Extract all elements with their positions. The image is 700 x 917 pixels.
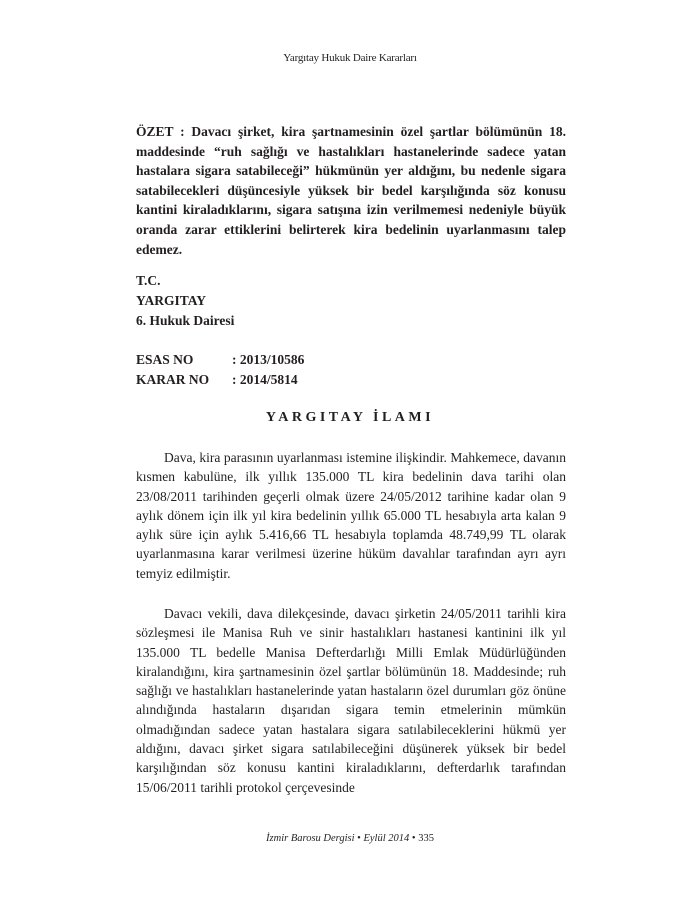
footer-journal: İzmir Barosu Dergisi	[266, 833, 355, 844]
court-name: YARGITAY	[136, 293, 207, 308]
decision-title: YARGITAY İLAMI	[265, 410, 435, 425]
body-paragraph-1: Dava, kira parasının uyarlanması istemine ilişkindir. Mahkemece, davanın kısmen kabulüne, ilk yıllık 135.000 TL kira bedelinin dava tarihi olan 23/08/2011 tarihinden geçerli olmak üzere 24/05/2012 tarihine kadar olan 9 aylık dönem için ilk yıl kira bedelinin yıllık 65.000 TL hesabıyla arta kalan 9 aylık süre için aylık 5.416,66 TL hesabıyla toplamda 48.749,99 TL olarak uyarlanmasına karar verilmesi üzerine hüküm davalılar tarafından ayrı ayrı temyiz edilmiştir.	[136, 450, 566, 581]
summary-paragraph: ÖZET : Davacı şirket, kira şartnamesinin özel şartlar bölümünün 18. maddesinde “ruh sağlığı ve hastalıkları hastanelerinde sadece yatan hastalara sigara satabileceği” hükmünün yer aldığını, bu nedenle sigara satabilecekleri düşüncesiyle yüksek bir bedel karşılığında söz konusu kantini kiraladıklarını, sigara satışına izin verilmemesi nedeniyle büyük oranda zarar ettiklerini belirterek kira bedelinin uyarlanmasını talep edemez.	[136, 124, 566, 257]
karar-row	[136, 370, 304, 390]
karar-label: KARAR NO	[136, 372, 210, 387]
court-block	[136, 271, 234, 331]
court-country: T.C.	[136, 273, 161, 288]
esas-value: : 2013/10586	[232, 352, 305, 367]
running-header: Yargıtay Hukuk Daire Kararları	[283, 52, 417, 64]
body-paragraph-2: Davacı vekili, dava dilekçesinde, davacı şirketin 24/05/2011 tarihli kira sözleşmesi ile Manisa Ruh ve sinir hastalıkları hastanesi kantinini ilk yıl 135.000 TL bedelle Manisa Defterdarlığı Milli Emlak Müdürlüğünden kiralandığını, kira şartnamesinin özel şartlar bölümünün 18. Maddesinde; ruh sağlığı ve hastalıkları hastanelerinde yatan hastaların özel durumları göz önüne alındığında hastaların dışarıdan sigara temin etmelerinin mümkün olmadığından sadece yatan hastalara sigara satılabileceklerini hükmü yer aldığını, davacı şirket sigara satılabileceğini düşünerek yüksek bir bedel karşılığından söz konusu kantini kiraladıklarını, defterdarlık tarafından 15/06/2011 tarihli protokol çerçevesinde	[136, 606, 566, 795]
footer-issue: Eylül 2014	[363, 833, 410, 844]
esas-row	[136, 350, 304, 370]
footer-page-number: 335	[418, 833, 434, 844]
case-references	[136, 350, 304, 390]
page-footer: İzmir Barosu Dergisi • Eylül 2014 • 335	[266, 833, 434, 844]
court-chamber: 6. Hukuk Dairesi	[136, 313, 235, 328]
karar-value: : 2014/5814	[232, 372, 298, 387]
esas-label: ESAS NO	[136, 352, 194, 367]
